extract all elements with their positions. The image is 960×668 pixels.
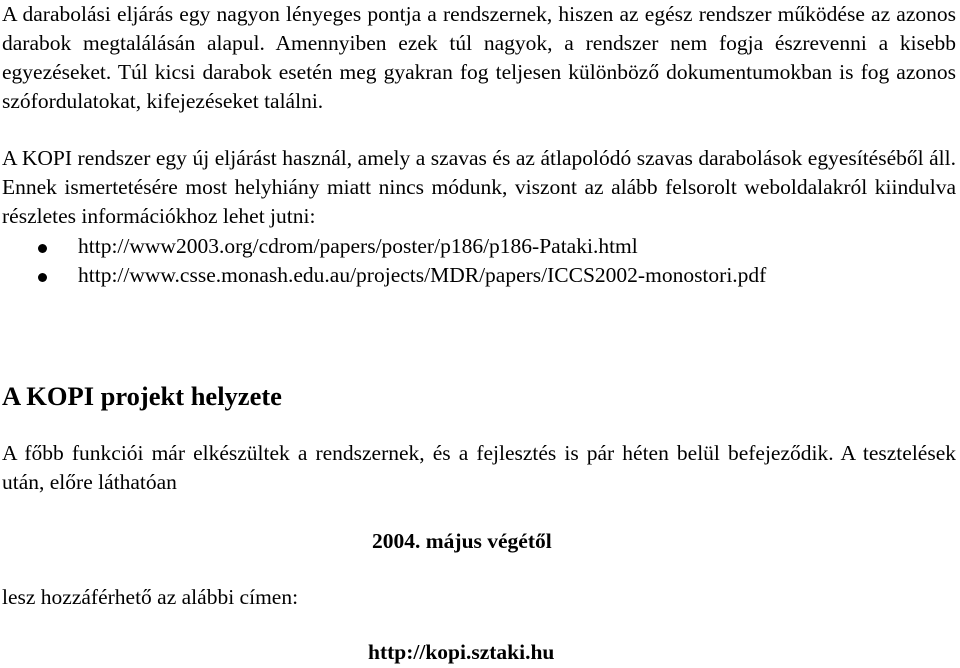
list-item[interactable] (0, 261, 766, 290)
paragraph-kopi-method: A KOPI rendszer egy új eljárást használ, amely a szavas és az átlapolódó szavas darabolások egyesítéséből áll. Ennek ismertetésére most helyhiány miatt nincs módunk, viszont az alább felsorolt weboldalakról kiindulva részletes információkhoz lehet jutni: (2, 146, 956, 228)
reference-link[interactable]: http://www.csse.monash.edu.au/projects/MDR/papers/ICCS2002-monostori.pdf (78, 263, 767, 287)
availability-text: lesz hozzáférhető az alábbi címen: (2, 585, 299, 609)
project-url-link[interactable]: http://kopi.sztaki.hu (368, 640, 555, 664)
list-item[interactable] (0, 232, 766, 261)
paragraph-project-status: A főbb funkciói már elkészültek a rendszernek, és a fejlesztés is pár héten belül befejeződik. A tesztelések után, előre láthatóan (2, 441, 956, 494)
bullet-icon (38, 244, 47, 253)
bullet-icon (38, 273, 47, 282)
paragraph-chunking-importance: A darabolási eljárás egy nagyon lényeges pontja a rendszernek, hiszen az egész rendszer működése az azonos darabok megtalálásán alapul. Amennyiben ezek túl nagyok, a rendszer nem fogja észrevenni a kisebb egyezéseket. Túl kicsi darabok esetén meg gyakran fog teljesen különböző dokumentumokban is fog azonos szófordulatokat, kifejezéseket találni. (2, 2, 956, 113)
reference-link-list (0, 232, 766, 290)
release-date: 2004. május végétől (372, 529, 552, 553)
section-heading: A KOPI projekt helyzete (2, 381, 282, 411)
reference-link[interactable]: http://www2003.org/cdrom/papers/poster/p186/p186-Pataki.html (78, 234, 638, 258)
